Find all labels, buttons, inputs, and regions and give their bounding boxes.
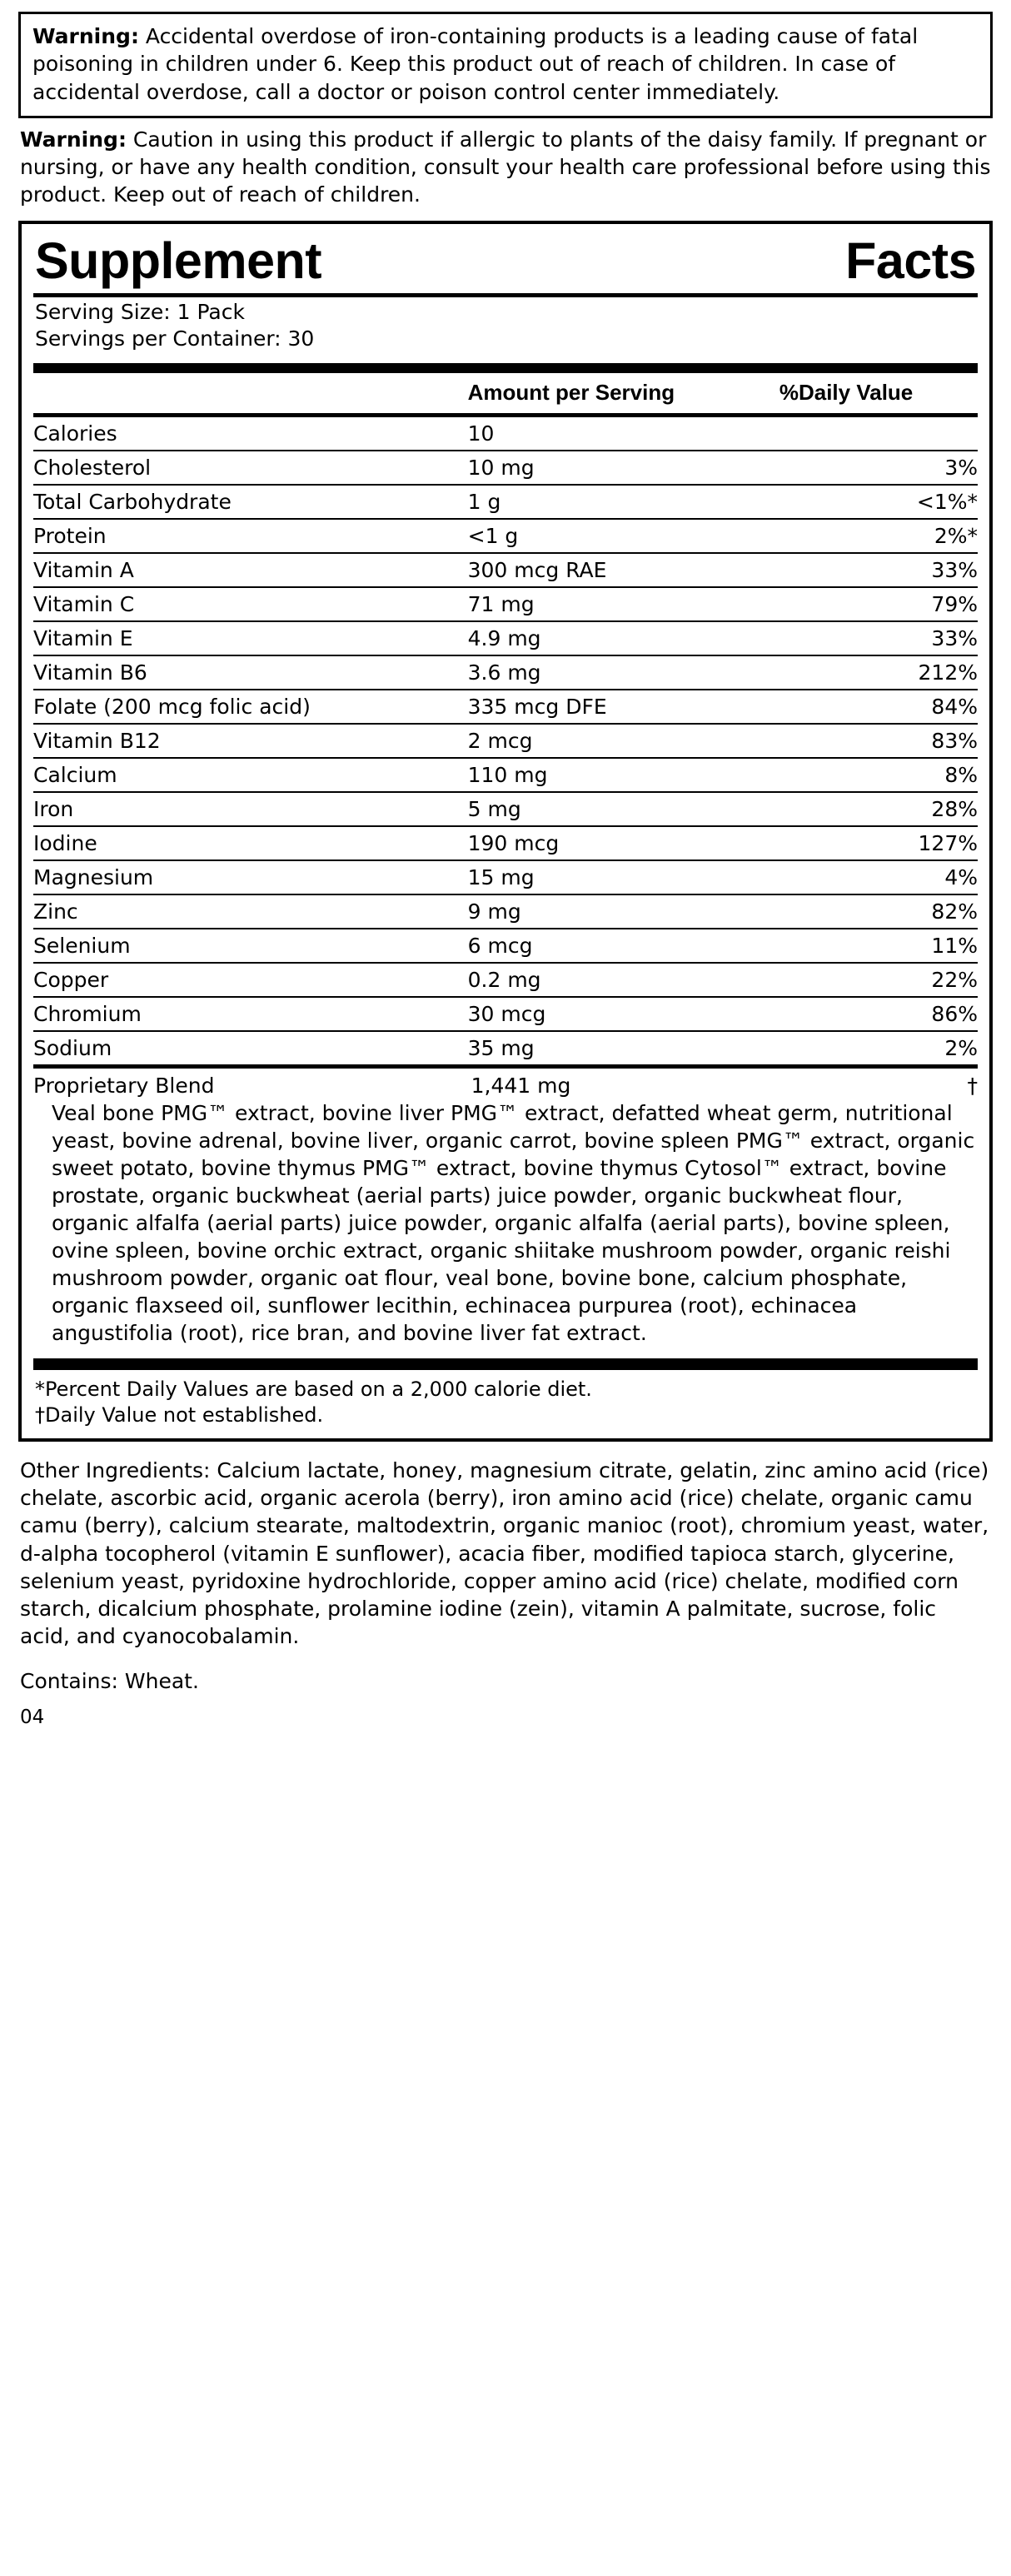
- nutrient-name: Copper: [33, 963, 468, 997]
- table-row: [33, 758, 978, 792]
- table-row: [33, 519, 978, 553]
- table-row: [33, 417, 978, 451]
- nutrient-name: Sodium: [33, 1031, 468, 1064]
- blend-name: Proprietary Blend: [33, 1073, 215, 1098]
- nutrient-amount: 335 mcg DFE: [468, 690, 779, 724]
- nutrient-dv: 3%: [779, 451, 978, 485]
- warning-daisy-allergy: [20, 126, 993, 209]
- nutrient-name: Folate (200 mcg folic acid): [33, 690, 468, 724]
- table-row: [33, 724, 978, 758]
- table-row: [33, 655, 978, 690]
- table-row: [33, 997, 978, 1031]
- nutrient-dv: 212%: [779, 655, 978, 690]
- nutrient-name: Calories: [33, 421, 117, 446]
- nutrient-dv: 33%: [779, 621, 978, 655]
- nutrient-amount: 190 mcg: [468, 826, 779, 860]
- revision-code: 04: [20, 1706, 45, 1728]
- footnotes: [33, 1375, 978, 1430]
- nutrient-amount: 0.2 mg: [468, 963, 779, 997]
- col-header-dv: %Daily Value: [779, 379, 914, 405]
- nutrient-amount: 110 mg: [468, 758, 779, 792]
- other-ingredients: Other Ingredients: Calcium lactate, honey, magnesium citrate, gelatin, zinc amino acid (rice) chelate, ascorbic acid, organic acerola (berry), iron amino acid (rice) chelate, organic camu camu (berry), calcium stearate, maltodextrin, organic manioc (root), chromium yeast, water, d-alpha tocopherol (vitamin E sunflower), acacia fiber, modified tapioca starch, glycerine, selenium yeast, pyridoxine hydrochloride, copper amino acid (rice) chelate, modified corn starch, dicalcium phosphate, prolamine iodine (zein), vitamin A palmitate, sucrose, folic acid, and cyanocobalamin.: [20, 1457, 989, 1649]
- nutrient-name: Calcium: [33, 758, 468, 792]
- nutrient-amount: 10: [467, 421, 495, 446]
- footnote-percent-dv: *Percent Daily Values are based on a 2,000 calorie diet.: [35, 1377, 592, 1401]
- footnote-dagger: †Daily Value not established.: [35, 1403, 324, 1427]
- nutrient-name: Vitamin C: [33, 587, 468, 621]
- table-row: [33, 485, 978, 519]
- header-top-rule: [33, 363, 978, 373]
- nutrient-amount: 3.6 mg: [468, 655, 779, 690]
- nutrient-name: Vitamin A: [33, 553, 468, 587]
- table-row: [33, 894, 978, 929]
- blend-dv-dagger: †: [967, 1073, 978, 1098]
- table-row: [33, 553, 978, 587]
- table-row: [33, 451, 978, 485]
- nutrient-name: Iodine: [33, 826, 468, 860]
- table-row: [33, 621, 978, 655]
- nutrient-dv: 8%: [779, 758, 978, 792]
- nutrient-dv: 82%: [779, 894, 978, 929]
- table-row: [33, 929, 978, 963]
- servings-per-container: Servings per Container: 30: [35, 326, 315, 351]
- nutrient-dv: [779, 417, 978, 451]
- nutrient-amount: 5 mg: [468, 792, 779, 826]
- nutrient-name: Vitamin E: [33, 621, 468, 655]
- nutrition-table: [33, 373, 978, 413]
- nutrient-amount: <1 g: [468, 519, 779, 553]
- nutrient-dv: 2%*: [779, 519, 978, 553]
- nutrient-amount: 2 mcg: [468, 724, 779, 758]
- nutrient-name: Chromium: [33, 997, 468, 1031]
- panel-title-right: Facts: [845, 232, 976, 289]
- footnote-divider-bar: [33, 1358, 978, 1370]
- nutrient-name: Total Carbohydrate: [33, 485, 468, 519]
- warning-text: Accidental overdose of iron-containing products is a leading cause of fatal poisoning in children under 6. Keep this product out of reach of children. In case of accidental overdose, call a doctor or poison control center immediately.: [32, 24, 919, 104]
- nutrient-amount: 9 mg: [468, 894, 779, 929]
- serving-info: [33, 297, 978, 358]
- nutrient-dv: 2%: [779, 1031, 978, 1064]
- nutrient-dv: 11%: [779, 929, 978, 963]
- warning-text: Caution in using this product if allergic to plants of the daisy family. If pregnant or nursing, or have any health condition, consult your health care professional before using this product. Keep out of reach of children.: [20, 127, 991, 207]
- table-row: [33, 690, 978, 724]
- proprietary-blend-row: [33, 1069, 978, 1099]
- nutrient-name: Magnesium: [33, 860, 468, 894]
- nutrient-dv: <1%*: [779, 485, 978, 519]
- serving-size: Serving Size: 1 Pack: [35, 299, 245, 324]
- nutrient-amount: 4.9 mg: [468, 621, 779, 655]
- nutrient-dv: 83%: [779, 724, 978, 758]
- table-row: [33, 963, 978, 997]
- col-header-amount: Amount per Serving: [467, 379, 675, 405]
- panel-title: [33, 231, 978, 293]
- nutrient-name: Vitamin B12: [33, 724, 468, 758]
- table-row: [33, 587, 978, 621]
- nutrient-name: Cholesterol: [33, 451, 468, 485]
- nutrient-amount: 15 mg: [468, 860, 779, 894]
- nutrient-dv: 127%: [779, 826, 978, 860]
- nutrient-name: Iron: [33, 792, 468, 826]
- panel-title-left: Supplement: [35, 232, 322, 289]
- table-row: [33, 1031, 978, 1064]
- nutrient-amount: 71 mg: [468, 587, 779, 621]
- contains-allergens: Contains: Wheat.: [20, 1668, 199, 1693]
- warning-label: Warning:: [32, 24, 139, 48]
- blend-ingredient-list: Veal bone PMG™ extract, bovine liver PMG™ extract, defatted wheat germ, nutritional yeast, bovine adrenal, bovine liver, organic carrot, bovine spleen PMG™ extract, organic sweet potato, bovine thymus PMG™ extract, bovine thymus Cytosol™ extract, bovine prostate, organic buckwheat (aerial parts) juice powder, organic buckwheat flour, organic alfalfa (aerial parts) juice powder, organic alfalfa (aerial parts), bovine spleen, ovine spleen, bovine orchic extract, organic shiitake mushroom powder, organic reishi mushroom powder, organic oat flour, veal bone, bovine bone, calcium phosphate, organic flaxseed oil, sunflower lecithin, echinacea purpurea (root), echinacea angustifolia (root), rice bran, and bovine liver fat extract.: [52, 1100, 975, 1345]
- nutrient-amount: 6 mcg: [468, 929, 779, 963]
- nutrient-name: Selenium: [33, 929, 468, 963]
- nutrient-name: Vitamin B6: [33, 655, 468, 690]
- nutrient-dv: 22%: [779, 963, 978, 997]
- table-header-row: [33, 373, 978, 413]
- nutrient-amount: 300 mcg RAE: [468, 553, 779, 587]
- nutrient-amount: 35 mg: [468, 1031, 779, 1064]
- warning-iron-overdose: [18, 12, 993, 118]
- table-row: [33, 792, 978, 826]
- nutrient-rows-table: [33, 417, 978, 1064]
- nutrient-name: Protein: [33, 519, 468, 553]
- supplement-facts-panel: [18, 221, 993, 1442]
- nutrient-dv: 28%: [779, 792, 978, 826]
- nutrient-dv: 79%: [779, 587, 978, 621]
- nutrient-amount: 10 mg: [468, 451, 779, 485]
- col-header-name: [33, 373, 468, 413]
- table-row: [33, 826, 978, 860]
- nutrient-dv: 84%: [779, 690, 978, 724]
- table-row: [33, 860, 978, 894]
- nutrient-dv: 33%: [779, 553, 978, 587]
- nutrient-dv: 86%: [779, 997, 978, 1031]
- warning-label: Warning:: [20, 127, 127, 152]
- nutrient-amount: 30 mcg: [468, 997, 779, 1031]
- nutrient-amount: 1 g: [468, 485, 779, 519]
- nutrient-dv: 4%: [779, 860, 978, 894]
- blend-amount: 1,441 mg: [471, 1073, 571, 1098]
- nutrient-name: Zinc: [33, 894, 468, 929]
